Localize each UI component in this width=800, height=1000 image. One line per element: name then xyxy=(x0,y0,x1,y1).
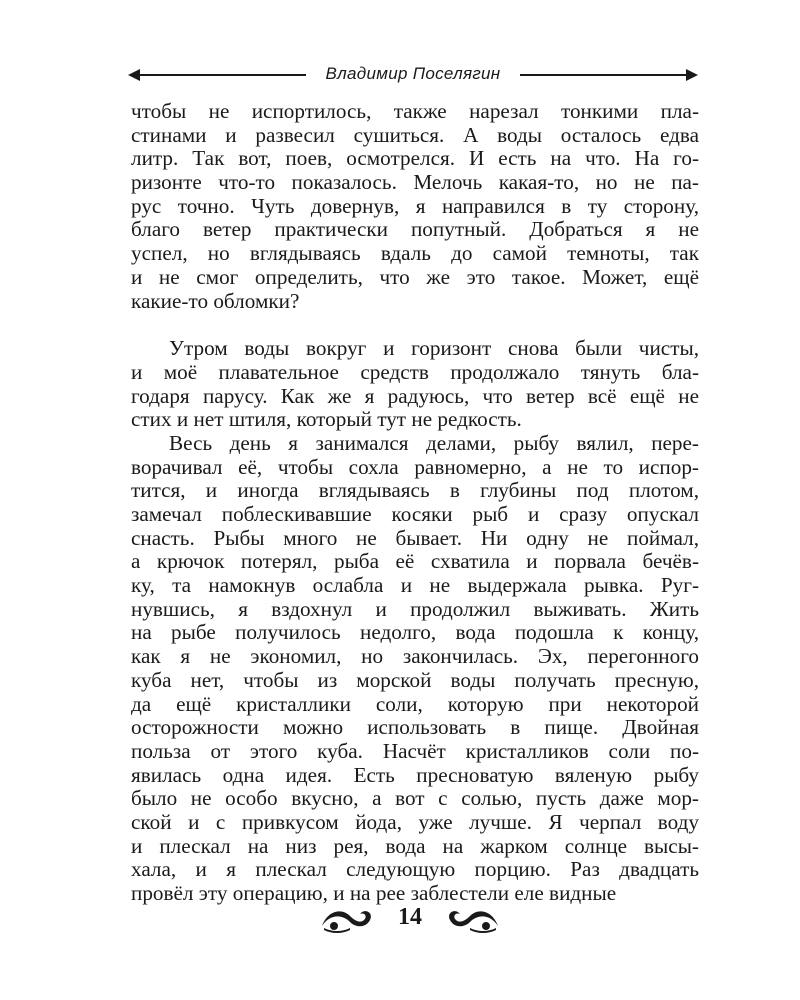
page-number: 14 xyxy=(398,904,422,930)
text-line: какие-то обломки? xyxy=(131,289,300,313)
text-line: годаря парусу. Как же я радуюсь, что ветер всё ещё не xyxy=(131,384,699,408)
text-line: было не особо вкусно, а вот с солью, пусть даже мор- xyxy=(131,787,699,811)
arrow-right-icon xyxy=(686,69,698,81)
text-line: как я не экономил, но закончилась. Эх, перегонного xyxy=(131,645,699,669)
text-line: чтобы не испортилось, также нарезал тонкими пла- xyxy=(131,100,699,123)
text-line: нувшись, я вздохнул и продолжил выживать. Жить xyxy=(131,597,699,621)
header-author: Владимир Поселягин xyxy=(325,64,501,83)
text-line: снасть. Рыбы много не бывает. Ни одну не поймал, xyxy=(131,526,699,550)
paragraph-gap xyxy=(131,313,699,337)
text-line: ской и с привкусом йода, уже лучше. Я черпал воду xyxy=(131,810,699,834)
text-line: и моё плавательное средств продолжало тянуть бла- xyxy=(131,360,699,384)
text-line: успел, но вглядываясь вдаль до самой темноты, так xyxy=(131,242,699,266)
text-line: Весь день я занимался делами, рыбу вялил, пере- xyxy=(169,431,699,455)
text-line: да ещё кристаллики соли, которую при некоторой xyxy=(131,692,699,716)
text-line: провёл эту операцию, и на рее заблестели еле видные xyxy=(131,882,617,905)
text-line: польза от этого куба. Насчёт кристалликов соли по- xyxy=(131,739,699,763)
paragraph xyxy=(131,337,699,432)
text-line: благо ветер практически попутный. Добраться я не xyxy=(131,218,699,242)
text-line: явилась одна идея. Есть пресноватую вяленую рыбу xyxy=(131,763,699,787)
text-line: на рыбе получилось недолго, вода подошла к концу, xyxy=(131,621,699,645)
running-header xyxy=(128,62,698,88)
text-line: стинами и развесил сушиться. А воды осталось едва xyxy=(131,123,699,147)
text-line: замечал поблескивавшие косяки рыб и сразу опускал xyxy=(131,503,699,526)
text-line: осторожности можно использовать в пище. Двойная xyxy=(131,716,699,740)
paragraph xyxy=(131,432,699,906)
text-line: ку, та намокнув ослабла и не выдержала рывка. Руг- xyxy=(131,574,699,598)
paragraph xyxy=(131,100,699,313)
text-line: стих и нет штиля, который тут не редкость. xyxy=(131,408,522,432)
text-line: Утром воды вокруг и горизонт снова были чисты, xyxy=(169,337,699,361)
text-line: и не смог определить, что же это такое. Может, ещё xyxy=(131,265,699,289)
text-line: литр. Так вот, поев, осмотрелся. И есть на что. На го- xyxy=(131,147,699,171)
text-line: ризонте что-то показалось. Мелочь какая-то, но не па- xyxy=(131,171,699,195)
text-line: а крючок потерял, рыба её схватила и порвала бечёв- xyxy=(131,550,699,574)
text-line: тится, и иногда вглядываясь в глубины под плотом, xyxy=(131,479,699,503)
text-line: куба нет, чтобы из морской воды получать пресную, xyxy=(131,668,699,692)
text-line: и плескал на низ рея, вода на жарком солнце высы- xyxy=(131,834,699,858)
page-body xyxy=(131,100,699,906)
text-line: рус точно. Чуть довернув, я направился в ту сторону, xyxy=(131,194,699,218)
header-rule-right xyxy=(520,74,688,76)
swirl-ornament-right-icon xyxy=(440,906,500,934)
header-rule-left xyxy=(138,74,306,76)
page-footer xyxy=(320,900,500,940)
text-line: хала, и я плескал следующую порцию. Раз двадцать xyxy=(131,858,699,882)
swirl-ornament-left-icon xyxy=(320,906,380,934)
text-line: ворачивал её, чтобы сохла равномерно, а не то испор- xyxy=(131,455,699,479)
